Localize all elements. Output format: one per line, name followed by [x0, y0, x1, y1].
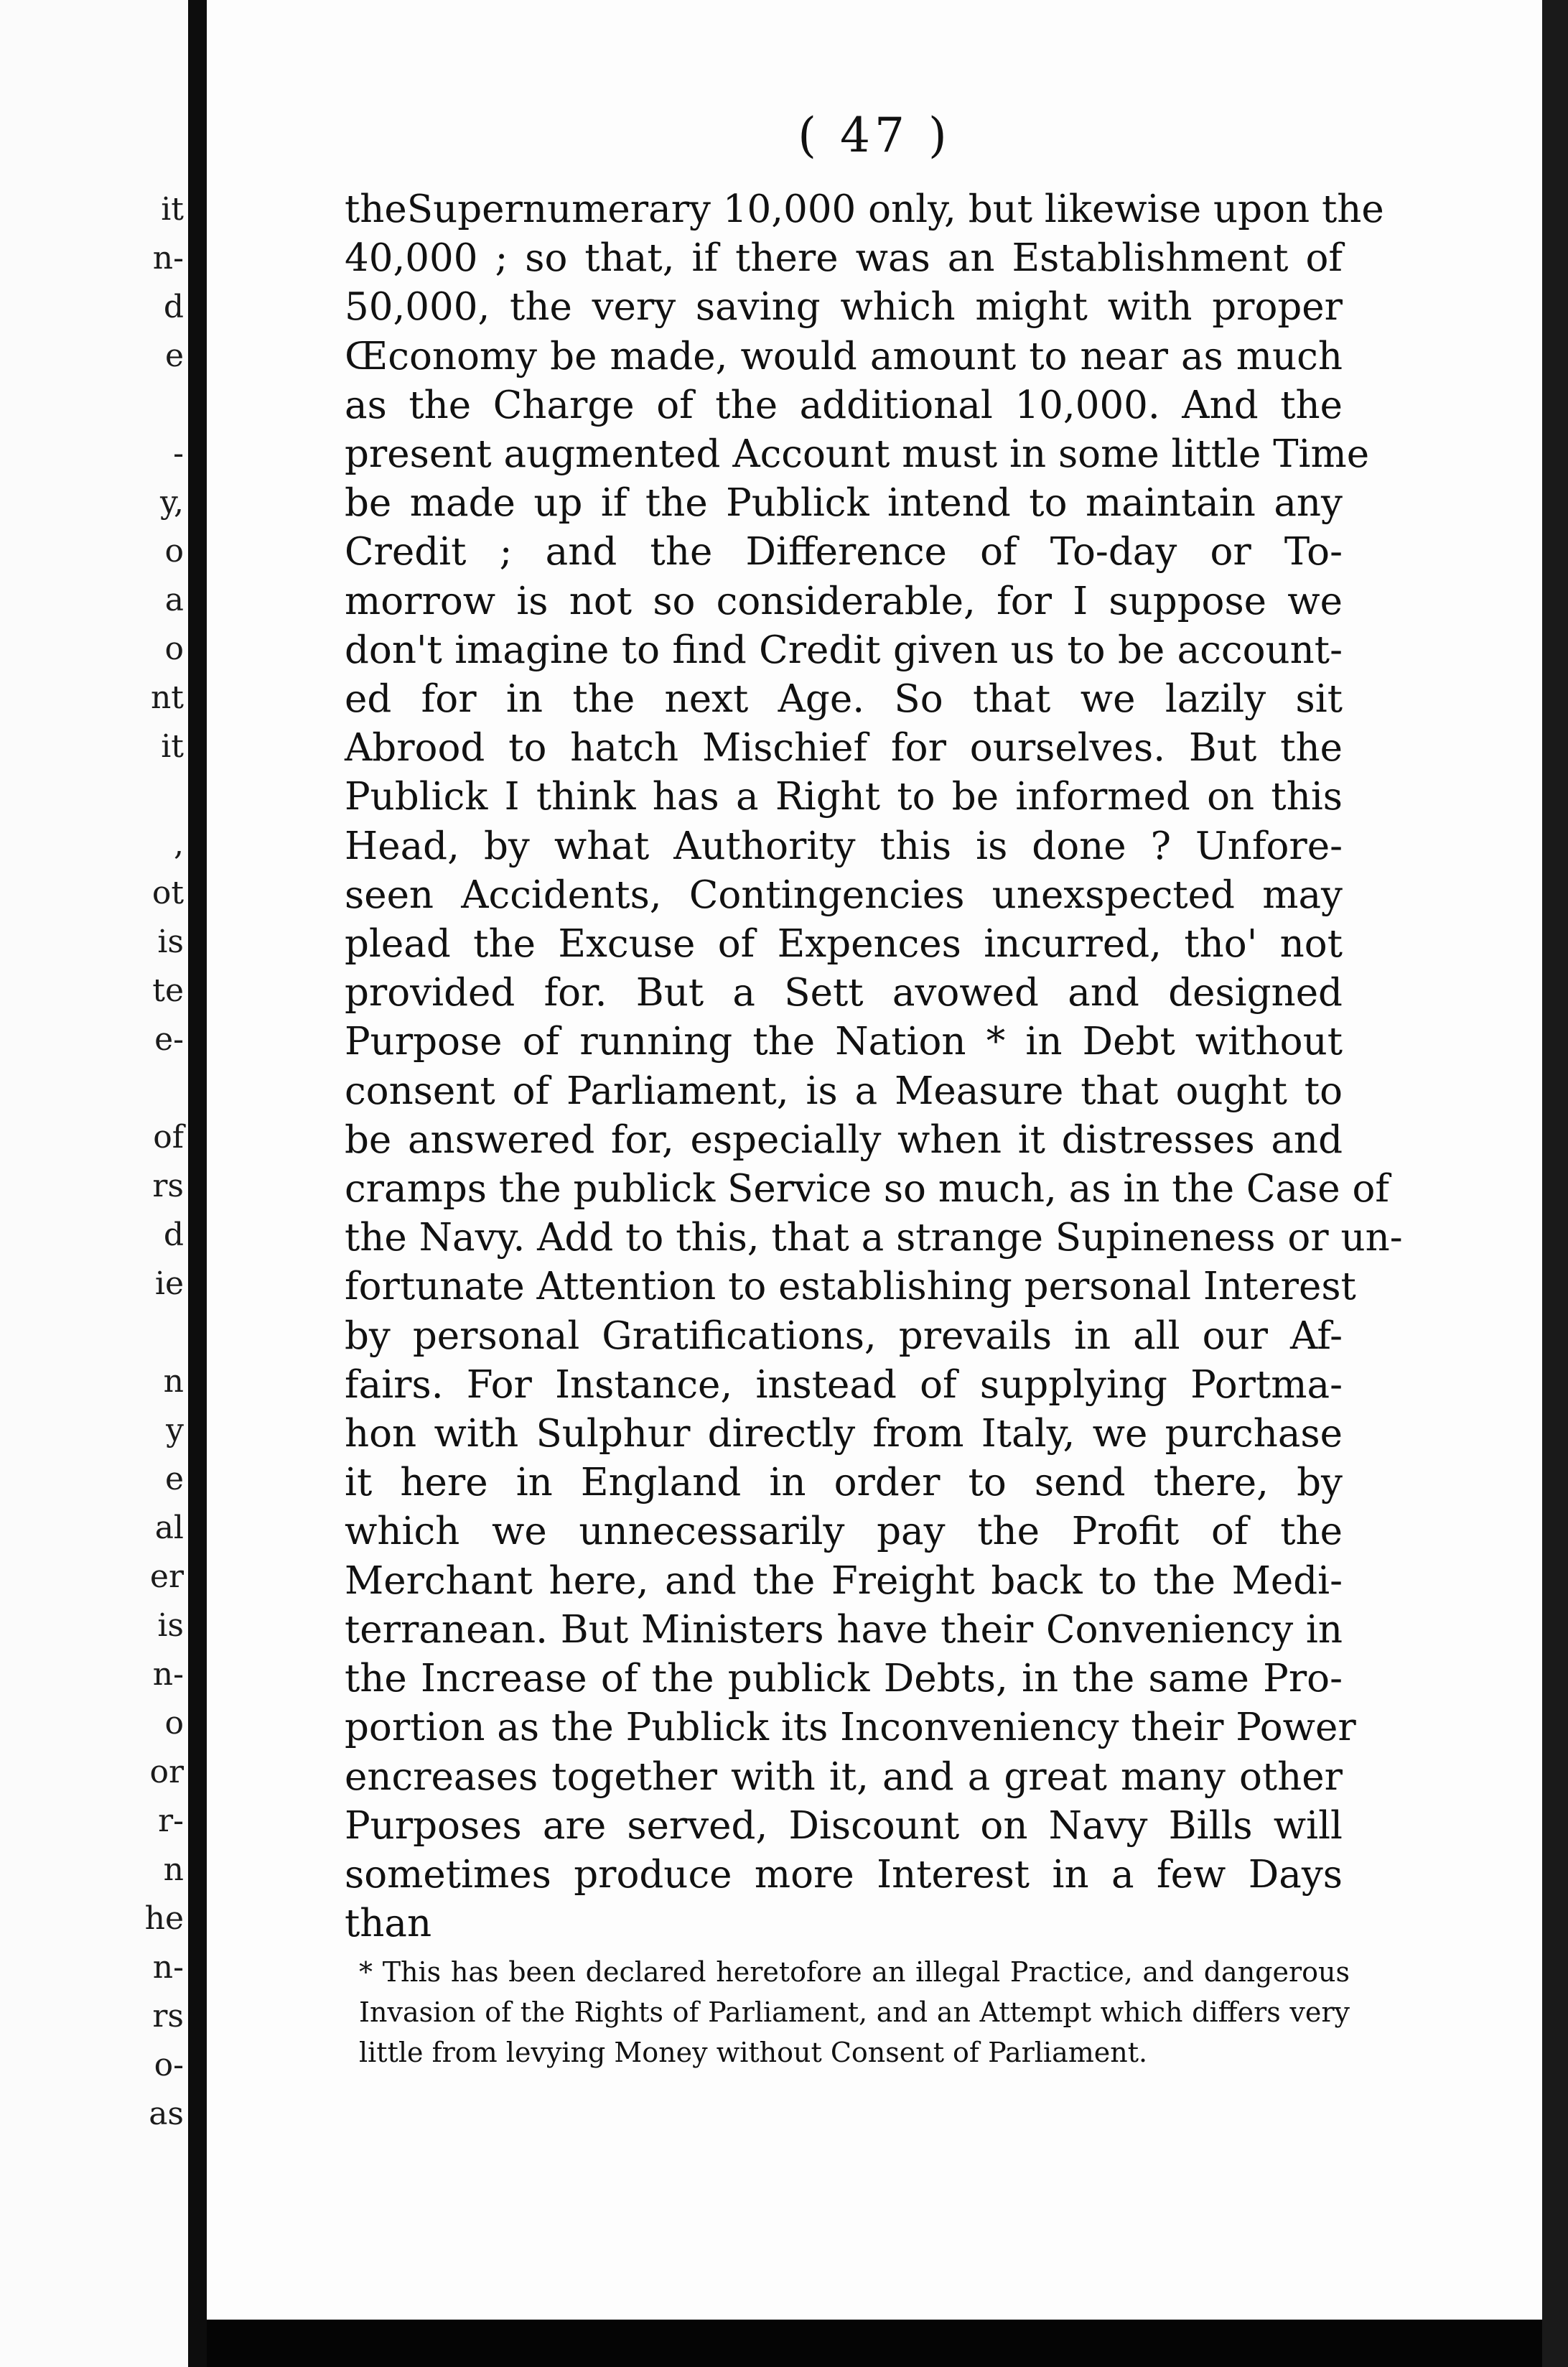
left-margin-fragment: e: [164, 338, 184, 374]
text-line: by personal Gratifications, prevails in all our Af-: [345, 1313, 1343, 1358]
left-margin-fragment: a: [164, 582, 184, 618]
left-margin-fragment: [0, 771, 188, 820]
left-margin-fragment: or: [149, 1754, 184, 1790]
text-line: cramps the publick Service so much, as in the Case of: [345, 1167, 1389, 1212]
text-line: plead the Excuse of Expences incurred, tho' not: [345, 922, 1343, 967]
page-number: ( 47 ): [798, 108, 951, 163]
left-margin-fragment: al: [154, 1510, 184, 1546]
text-line: Œconomy be made, would amount to near as much: [345, 334, 1343, 378]
text-line: Head, by what Authority this is done ? Unfore-: [345, 824, 1343, 868]
text-line: don't imagine to find Credit given us to be account-: [345, 628, 1343, 672]
text-line: Purpose of running the Nation * in Debt without: [345, 1020, 1343, 1064]
left-margin-fragment: as: [149, 2096, 184, 2132]
left-margin-fragment: e: [164, 1461, 184, 1497]
left-margin-fragment: [0, 381, 188, 429]
left-margin-fragment: ot: [151, 875, 184, 911]
catchword: than: [345, 1902, 432, 1946]
text-line: as the Charge of the additional 10,000. And the: [345, 383, 1343, 427]
left-margin-fragment: er: [149, 1558, 184, 1595]
left-margin-fragment: n: [163, 1363, 184, 1400]
text-line: be answered for, especially when it distresses and: [345, 1117, 1343, 1162]
left-margin-fragment: d: [163, 1217, 184, 1253]
text-line: provided for. But a Sett avowed and designed: [345, 971, 1343, 1015]
text-line: portion as the Publick its Inconveniency their Power: [345, 1706, 1356, 1750]
left-page: [0, 0, 188, 2367]
text-line: Publick I think has a Right to be informed on this: [345, 775, 1343, 819]
text-line: Abrood to hatch Mischief for ourselves. But the: [345, 726, 1343, 771]
text-line: fortunate Attention to establishing personal Interest: [345, 1265, 1356, 1309]
text-line: the Increase of the publick Debts, in the same Pro-: [345, 1657, 1343, 1701]
left-margin-fragment: o: [164, 631, 184, 667]
left-margin-fragment: ,: [174, 826, 184, 862]
left-margin-fragment: ie: [154, 1265, 184, 1302]
left-margin-fragment: it: [161, 191, 184, 228]
text-line: sometimes produce more Interest in a few Days: [345, 1852, 1343, 1897]
left-margin-fragments: [0, 185, 188, 2139]
text-line: hon with Sulphur directly from Italy, we purchase: [345, 1412, 1343, 1456]
left-margin-fragment: te: [152, 972, 184, 1009]
text-line: present augmented Account must in some little Time: [345, 432, 1370, 477]
left-margin-fragment: [0, 1064, 188, 1113]
footnote: * This has been declared heretofore an illegal Practice, and dangerous Invasion of the Rights of Parliament, and an Attempt which differs very little from levying Money without Consent of Parliament.: [359, 1956, 1350, 2068]
left-margin-fragment: o-: [154, 2047, 184, 2083]
text-line: Credit ; and the Difference of To-day or To-: [345, 530, 1343, 575]
left-margin-fragment: rs: [152, 1168, 184, 1204]
text-line: it here in England in order to send there, by: [345, 1461, 1343, 1505]
left-margin-fragment: is: [157, 1607, 184, 1644]
left-margin-fragment: r-: [158, 1803, 184, 1839]
left-margin-fragment: e-: [154, 1021, 184, 1058]
left-margin-fragment: n-: [152, 240, 184, 276]
left-margin-fragment: of: [153, 1119, 184, 1155]
left-margin-fragment: nt: [150, 679, 184, 716]
text-line: theSupernumerary 10,000 only, but likewise upon the: [345, 187, 1384, 231]
left-margin-fragment: o: [164, 533, 184, 569]
left-margin-fragment: n-: [152, 1949, 184, 1986]
left-margin-fragment: he: [144, 1900, 184, 1937]
text-line: seen Accidents, Contingencies unexspected may: [345, 873, 1343, 917]
text-line: Purposes are served, Discount on Navy Bills will: [345, 1803, 1343, 1848]
text-line: be made up if the Publick intend to maintain any: [345, 481, 1343, 526]
left-margin-fragment: n: [163, 1851, 184, 1888]
left-margin-fragment: d: [163, 289, 184, 325]
text-line: terranean. But Ministers have their Conveniency in: [345, 1607, 1343, 1652]
text-line: morrow is not so considerable, for I suppose we: [345, 579, 1343, 623]
left-margin-fragment: -: [173, 435, 184, 472]
text-line: consent of Parliament, is a Measure that ought to: [345, 1069, 1343, 1113]
left-margin-fragment: it: [161, 728, 184, 765]
text-line: 40,000 ; so that, if there was an Establishment of: [345, 236, 1343, 281]
left-margin-fragment: is: [157, 924, 184, 960]
body-text: [345, 185, 1403, 1948]
left-margin-fragment: n-: [152, 1656, 184, 1693]
left-margin-fragment: [0, 1308, 188, 1357]
left-margin-fragment: y,: [160, 484, 184, 521]
text-line: ed for in the next Age. So that we lazily sit: [345, 677, 1343, 722]
text-line: the Navy. Add to this, that a strange Supineness or un-: [345, 1216, 1403, 1260]
left-margin-fragment: o: [164, 1705, 184, 1741]
left-margin-fragment: rs: [152, 1998, 184, 2034]
text-line: 50,000, the very saving which might with proper: [345, 285, 1343, 330]
text-line: fairs. For Instance, instead of supplying Portma-: [345, 1362, 1343, 1407]
left-margin-fragment: y: [166, 1412, 184, 1448]
page-edge: [1542, 0, 1568, 2367]
text-line: Merchant here, and the Freight back to the Medi-: [345, 1558, 1343, 1603]
book-gutter: [188, 0, 207, 2367]
text-line: encreases together with it, and a great many other: [345, 1754, 1343, 1799]
text-line: which we unnecessarily pay the Profit of the: [345, 1510, 1343, 1554]
